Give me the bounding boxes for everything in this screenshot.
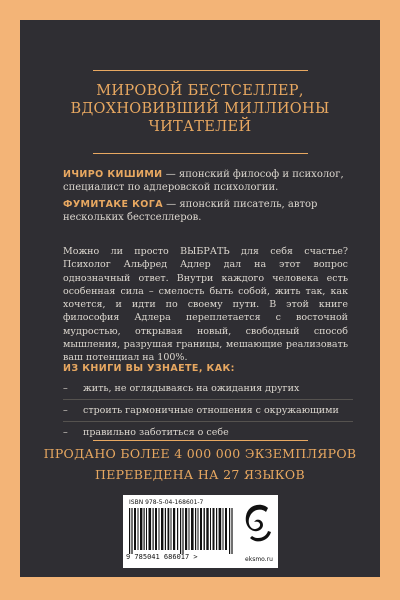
author-name-1: ИЧИРО КИШИМИ — [63, 169, 163, 180]
headline-line-1: МИРОВОЙ БЕСТСЕЛЛЕР, — [96, 83, 304, 99]
list-item-text: жить, не оглядываясь на ожидания других — [83, 383, 300, 394]
author-text-2: — японский писатель, автор нескольких бестселлеров. — [63, 199, 318, 223]
list-item: – правильно заботиться о себе — [63, 427, 229, 438]
list-item-text: строить гармоничные отношения с окружающими — [83, 405, 339, 416]
barcode-digits: 9 785041 686017 > — [126, 553, 198, 561]
publisher-name: eksmo.ru — [245, 556, 273, 563]
bottom-divider — [93, 440, 308, 441]
top-divider — [93, 70, 308, 71]
translations-count: ПЕРЕВЕДЕНА НА 27 ЯЗЫКОВ — [95, 467, 305, 482]
headline-line-3: ЧИТАТЕЛЕЙ — [148, 119, 252, 135]
list-item: – жить, не оглядываясь на ожидания других — [63, 378, 353, 400]
author-bio-1 — [63, 168, 353, 194]
list-item-text: правильно заботиться о себе — [83, 427, 229, 438]
author-bio-2 — [63, 198, 353, 224]
isbn-label: ISBN 978-5-04-168601-7 — [129, 499, 204, 506]
learn-title: ИЗ КНИГИ ВЫ УЗНАЕТЕ, КАК: — [63, 363, 235, 374]
eksmo-logo-icon — [240, 500, 275, 547]
barcode-icon — [129, 508, 237, 554]
list-item: – строить гармоничные отношения с окружающими — [63, 400, 353, 422]
headline-line-2: ВДОХНОВИВШИЙ МИЛЛИОНЫ — [70, 101, 330, 117]
copies-sold: ПРОДАНО БОЛЕЕ 4 000 000 ЭКЗЕМПЛЯРОВ — [43, 446, 357, 461]
author-text-1: — японский философ и психолог, специалист по адлеровской психологии. — [63, 169, 344, 193]
headline — [40, 82, 360, 136]
author-name-2: ФУМИТАКЕ КОГА — [63, 199, 163, 210]
headline-divider — [93, 153, 308, 154]
book-description: Можно ли просто ВЫБРАТЬ для себя счастье? Психолог Альфред Адлер дал на этот вопрос однозначный ответ. Внутри каждого человека есть особенная сила – смелость быть собой, жить так, как хочется, и идти по своему пути. В этой книге философия Адлера переплетается с восточной мудростью, открывая новый, свободный способ мышления, разрушая границы, мешающие реализовать ваш потенциал на 100%. — [63, 246, 348, 364]
learn-list — [63, 378, 353, 444]
